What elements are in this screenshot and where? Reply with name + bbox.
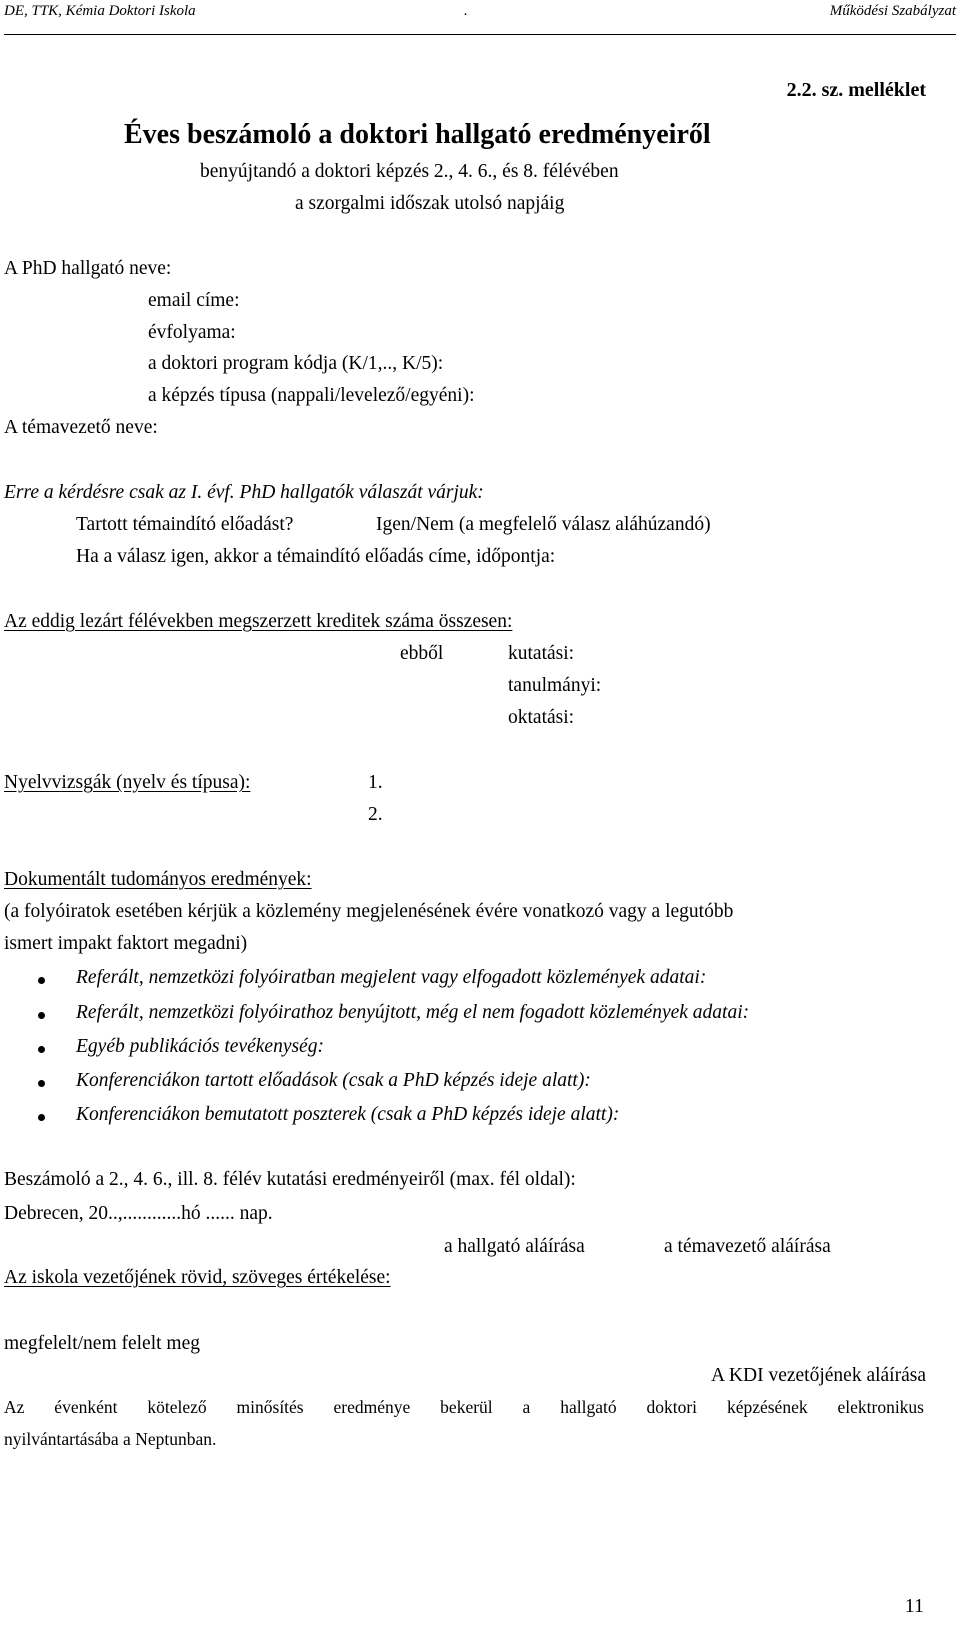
annex-label: 2.2. sz. melléklet	[786, 79, 926, 101]
footer-note-line1	[4, 1396, 924, 1418]
evaluation-verdict: megfelelt/nem felelt meg	[4, 1333, 200, 1354]
first-year-note: Erre a kérdésre csak az I. évf. PhD hallgatók válaszát várjuk:	[4, 482, 484, 503]
footer-word: bekerül	[440, 1397, 493, 1417]
intro-lecture-followup: Ha a válasz igen, akkor a témaindító előadás címe, időpontja:	[76, 546, 556, 567]
footer-word: elektronikus	[837, 1397, 924, 1417]
student-signature-label: a hallgató aláírása	[444, 1236, 585, 1257]
results-bullet-4: Konferenciákon tartott előadások (csak a PhD képzés ideje alatt):	[76, 1070, 591, 1091]
page-title: Éves beszámoló a doktori hallgató eredményeiről	[124, 119, 711, 150]
kdi-signature-label: A KDI vezetőjének aláírása	[711, 1365, 926, 1386]
header-center: .	[464, 3, 468, 19]
credits-total-label: Az eddig lezárt félévekben megszerzett kreditek száma összesen:	[4, 611, 513, 632]
footer-word: évenként	[54, 1397, 118, 1417]
supervisor-signature-label: a témavezető aláírása	[664, 1236, 831, 1257]
results-bullet-1: Referált, nemzetközi folyóiratban megjelent vagy elfogadott közlemények adatai:	[76, 967, 707, 988]
results-bullet-5: Konferenciákon bemutatott poszterek (csak a PhD képzés ideje alatt):	[76, 1104, 620, 1125]
subtitle-line1: benyújtandó a doktori képzés 2., 4. 6., és 8. félévében	[200, 161, 619, 182]
footer-word: eredménye	[333, 1397, 411, 1417]
student-name-label: A PhD hallgató neve:	[4, 258, 172, 279]
credits-study-label: tanulmányi:	[508, 675, 602, 696]
program-code-label: a doktori program kódja (K/1,.., K/5):	[148, 353, 444, 374]
credits-research-label: kutatási:	[508, 643, 575, 664]
bullet-icon	[38, 977, 45, 984]
footer-word: doktori	[646, 1397, 698, 1417]
bullet-icon	[38, 1046, 45, 1053]
page-number: 11	[904, 1595, 924, 1617]
training-type-label: a képzés típusa (nappali/levelező/egyéni):	[148, 385, 475, 406]
bullet-icon	[38, 1012, 45, 1019]
footer-note-line2: nyilvántartásába a Neptunban.	[4, 1429, 217, 1449]
footer-word: minősítés	[236, 1397, 304, 1417]
evaluation-label: Az iskola vezetőjének rövid, szöveges értékelése:	[4, 1267, 391, 1288]
year-label: évfolyama:	[148, 322, 236, 343]
results-bullet-2: Referált, nemzetközi folyóirathoz benyújtott, még el nem fogadott közlemények adatai:	[76, 1002, 750, 1023]
footer-word: Az	[4, 1397, 25, 1417]
language-exam-2: 2.	[368, 804, 383, 825]
bullet-icon	[38, 1080, 45, 1087]
supervisor-name-label: A témavezető neve:	[4, 417, 158, 438]
intro-lecture-answer: Igen/Nem (a megfelelő válasz aláhúzandó)	[376, 514, 711, 535]
header-right: Működési Szabályzat	[829, 3, 956, 19]
language-exams-label: Nyelvvizsgák (nyelv és típusa):	[4, 772, 251, 793]
footer-word: hallgató	[560, 1397, 617, 1417]
report-label: Beszámoló a 2., 4. 6., ill. 8. félév kutatási eredményeiről (max. fél oldal):	[4, 1169, 576, 1190]
bullet-icon	[38, 1114, 45, 1121]
results-heading: Dokumentált tudományos eredmények:	[4, 869, 312, 890]
footer-word: kötelező	[147, 1397, 207, 1417]
credits-teaching-label: oktatási:	[508, 707, 575, 728]
results-note-line1: (a folyóiratok esetében kérjük a közlemény megjelenésének évére vonatkozó vagy a legutóbb	[4, 901, 734, 922]
header-divider	[4, 34, 956, 35]
intro-lecture-question: Tartott témaindító előadást?	[76, 514, 294, 535]
email-label: email címe:	[148, 290, 240, 311]
footer-word: képzésének	[726, 1397, 808, 1417]
footer-word: a	[522, 1397, 531, 1417]
language-exam-1: 1.	[368, 772, 383, 793]
results-bullet-3: Egyéb publikációs tevékenység:	[76, 1036, 324, 1057]
date-line: Debrecen, 20..,............hó ...... nap.	[4, 1203, 273, 1224]
header-left: DE, TTK, Kémia Doktori Iskola	[4, 3, 196, 19]
results-note-line2: ismert impakt faktort megadni)	[4, 933, 248, 954]
subtitle-line2: a szorgalmi időszak utolsó napjáig	[295, 193, 565, 214]
credits-of-which: ebből	[400, 643, 444, 664]
